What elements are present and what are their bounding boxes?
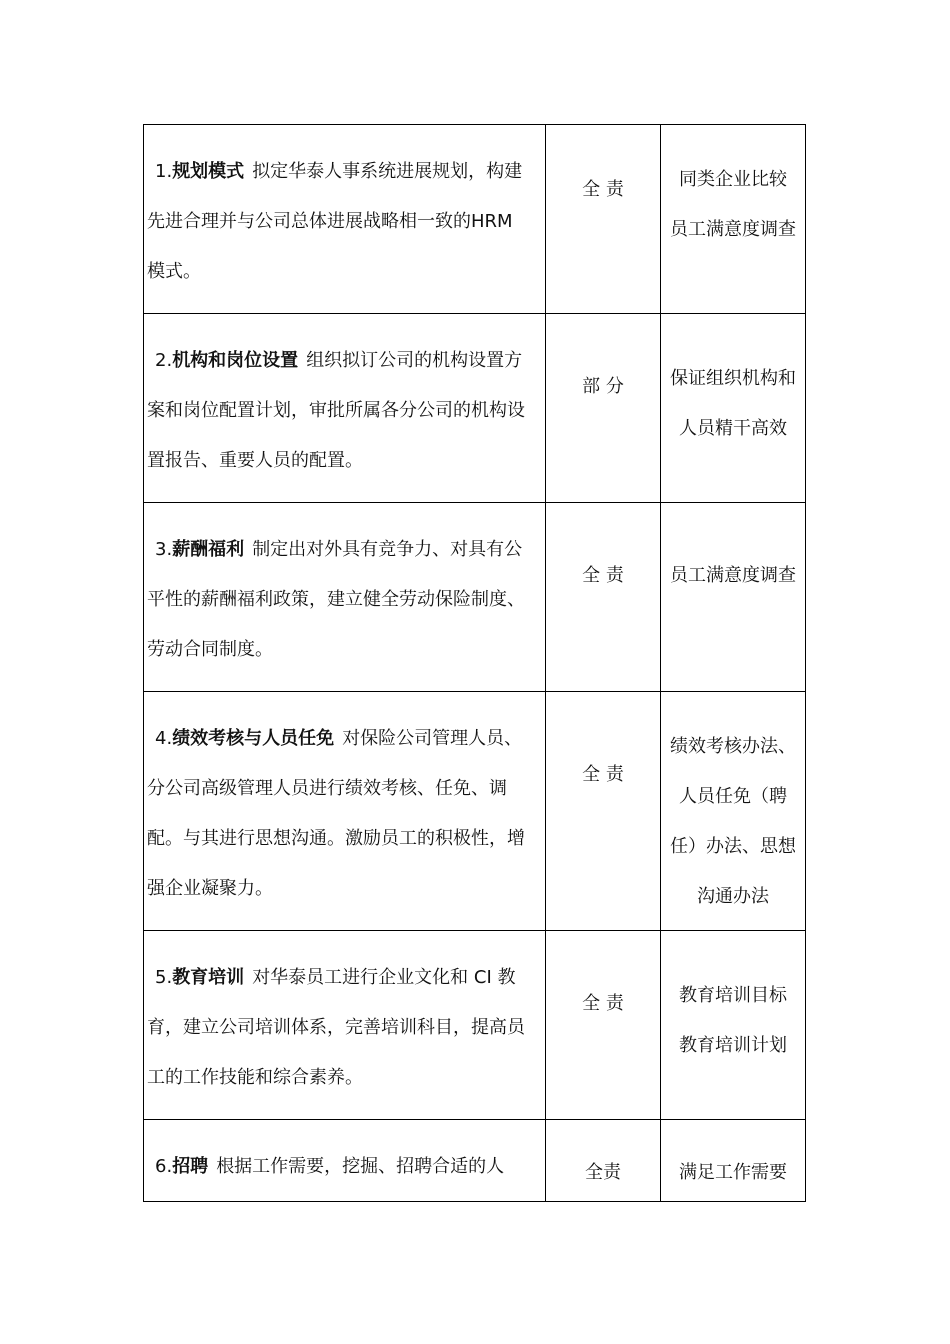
standard-line: 人员任免（聘 [679,786,787,807]
standard-cell [661,503,806,692]
duty-title: 绩效考核与人员任免 [172,728,335,749]
duty-description [144,931,545,1103]
duty-title: 规划模式 [172,161,245,182]
duty-text: 制定出对外具有竞争力、对具有公平性的薪酬福利政策，建立健全劳动保险制度、劳动合同制度。 [147,539,525,660]
standard-line: 任）办法、思想 [670,836,796,857]
performance-standard [661,314,805,454]
duty-number: 2. [155,350,173,371]
standard-line: 教育培训目标 [679,985,787,1006]
duty-description [144,314,545,486]
duty-text: 组织拟订公司的机构设置方案和岗位配置计划，审批所属各分公司的机构设置报告、重要人员的配置。 [147,350,525,471]
duty-text: 拟定华泰人事系统进展规划，构建先进合理并与公司总体进展战略相一致的HRM 模式。 [147,161,523,282]
duty-text: 对华泰员工进行企业文化和 CI 教育，建立公司培训体系，完善培训科目，提高员工的工作技能和综合素养。 [147,967,525,1088]
responsibility-level: 全 责 [582,179,624,200]
standard-line: 保证组织机构和 [670,368,796,389]
performance-standard [661,692,805,922]
duty-number: 5. [155,967,173,988]
responsibility-level: 全 责 [582,565,624,586]
responsibility-cell [546,931,661,1120]
duty-description-cell [144,503,546,692]
duty-number: 6. [155,1156,173,1177]
table-row [144,503,806,692]
responsibility-level: 全责 [585,1162,621,1183]
table-row [144,314,806,503]
duty-text: 根据工作需要，挖掘、招聘合适的人 [216,1156,505,1177]
duty-description [144,1120,545,1201]
standard-line: 人员精干高效 [679,418,787,439]
performance-standard [661,125,805,255]
responsibility-cell [546,1120,661,1202]
performance-standard [661,931,805,1071]
duty-description-cell [144,1120,546,1202]
responsibility-cell [546,692,661,931]
duty-description-cell [144,692,546,931]
responsibility-level: 全 责 [582,993,624,1014]
standard-line: 员工满意度调查 [670,219,796,240]
table-row [144,931,806,1120]
performance-standard [661,1120,805,1198]
standard-line: 绩效考核办法、 [670,736,796,757]
responsibility-level: 部 分 [582,376,624,397]
standard-cell [661,692,806,931]
duty-title: 薪酬福利 [172,539,245,560]
duty-text: 对保险公司管理人员、分公司高级管理人员进行绩效考核、任免、调配。与其进行思想沟通。激励员工的积极性，增强企业凝聚力。 [147,728,525,899]
standard-line: 沟通办法 [697,886,769,907]
duty-description [144,692,545,914]
responsibility-level: 全 责 [582,764,624,785]
responsibility-cell [546,503,661,692]
duty-description-cell [144,314,546,503]
standard-cell [661,931,806,1120]
table-row [144,125,806,314]
standard-cell [661,125,806,314]
duty-title: 招聘 [172,1156,209,1177]
standard-line: 同类企业比较 [679,169,787,190]
duty-description-cell [144,931,546,1120]
responsibility-cell [546,314,661,503]
performance-standard [661,503,805,601]
duty-number: 4. [155,728,173,749]
duty-number: 3. [155,539,173,560]
duty-title: 机构和岗位设置 [172,350,299,371]
duty-description [144,503,545,675]
table-row [144,1120,806,1202]
duty-table [143,124,806,1202]
duty-description-cell [144,125,546,314]
standard-cell [661,1120,806,1202]
duty-description [144,125,545,297]
duty-number: 1. [155,161,173,182]
responsibility-cell [546,125,661,314]
table-row [144,692,806,931]
standard-line: 员工满意度调查 [670,565,796,586]
duty-title: 教育培训 [172,967,245,988]
standard-line: 教育培训计划 [679,1035,787,1056]
standard-line: 满足工作需要 [679,1162,787,1183]
standard-cell [661,314,806,503]
